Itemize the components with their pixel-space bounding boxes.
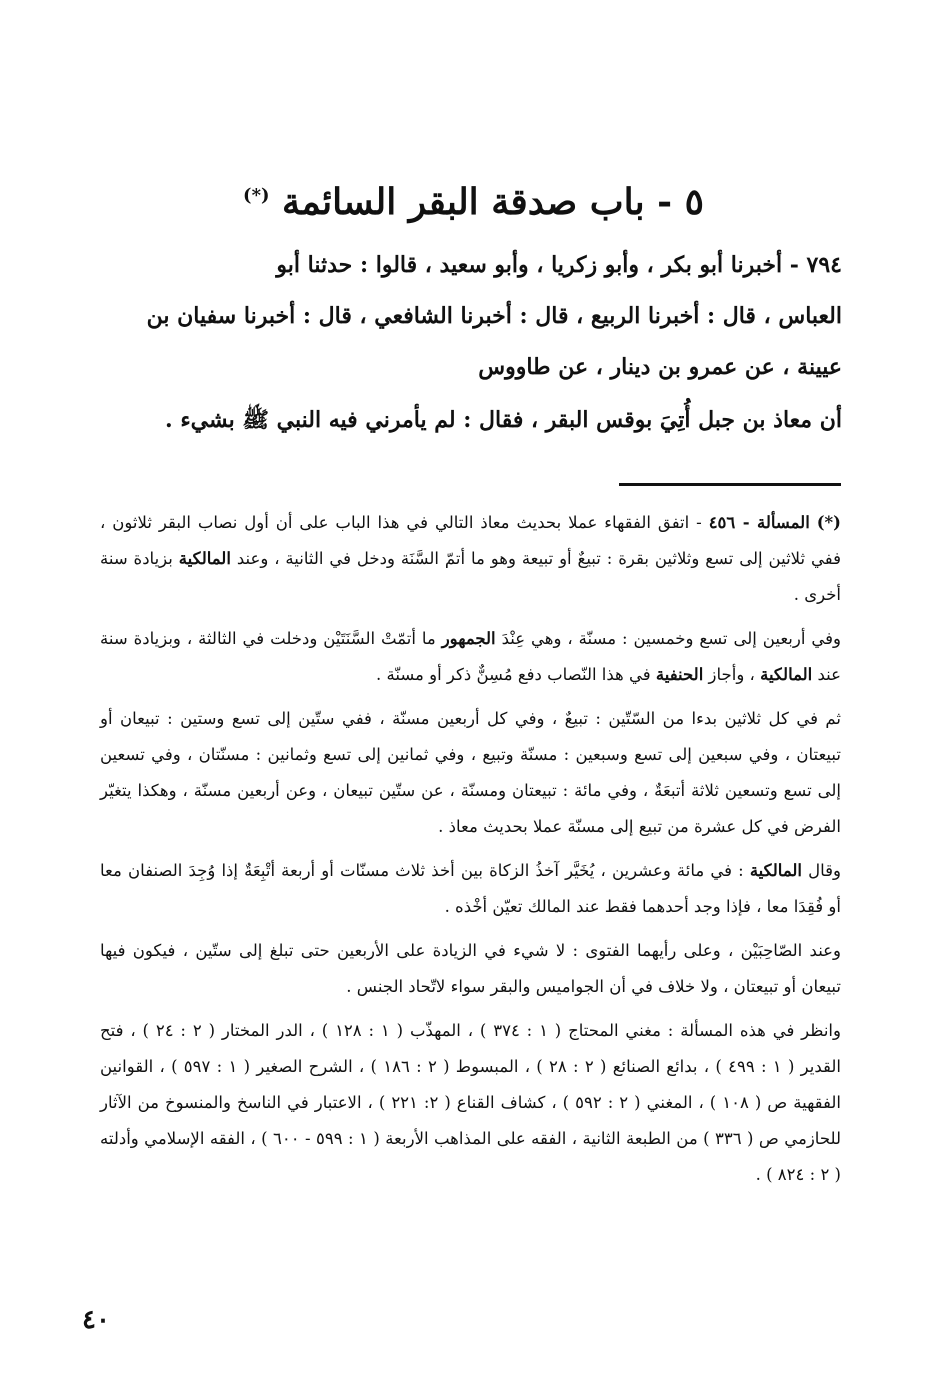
footnote-term-maliki: المالكية [749, 861, 802, 880]
hadith-isnad-line-3: عيينة ، عن عمرو بن دينار ، عن طاووس [478, 354, 842, 380]
footnote-paragraph-3: ثم في كل ثلاثين بدءا من السّتّين : تبيعٌ ، وفي كل أربعين مسنّة ، ففي ستّين إلى تسع وستين : تبيعان أو تبيعتان ، وفي سبعين إلى تسع وسبعين : مسنّة وتبيع ، وفي ثمانين إلى تسع وثمانين : مسنّتان ، وفي تسعين إلى تسع وتسعين ثلاثة أتبعَةٌ ، وفي مائة : تبيعتان ومسنّة ، عن ستّين تبيعان ، وعن أربعين مسنّة ، وهكذا يتغيّر الفرض في كل عشرة من تبيع إلى مسنّة عملا بحديث معاذ . [100, 709, 841, 836]
footnote-mark: (*) [816, 513, 841, 532]
footnote-text: وفي أربعين إلى تسع وخمسين : مسنّة ، وهي عِنْدَ [495, 629, 841, 648]
hadith-isnad-line-2: العباس ، قال : أخبرنا الربيع ، قال : أخبرنا الشافعي ، قال : أخبرنا سفيان بن [146, 303, 842, 329]
chapter-title-text: ٥ - باب صدقة البقر السائمة [282, 181, 704, 223]
footnote-paragraph-2 [100, 621, 841, 693]
footnote-text: - اتفق الفقهاء عملا بحديث معاذ التالي في هذا الباب على أن أول نصاب البقر ثلاثون ، ففي ثلاثين إلى تسع وثلاثين بقرة : تبيعٌ أو تبيعة وهو ما أتمّ السَّنَة ودخل في الثانية ، وعند [100, 513, 842, 568]
footnote-term-maliki: المالكية [760, 665, 813, 684]
footnote-term-jumhur: الجمهور [441, 629, 496, 648]
footnote-lead: المسألة - ٤٥٦ [708, 513, 810, 532]
page-number: ٤٠ [82, 1305, 110, 1335]
footnote-term-maliki: المالكية [178, 549, 231, 568]
footnote-text: ما أتمّتْ السَّنَتَيْن ودخلت في الثالثة ، وبزيادة سنة عند [100, 629, 841, 684]
footnote-paragraph-1 [100, 505, 841, 613]
footnote-paragraph-4 [100, 853, 841, 925]
hadith-matn: أن معاذ بن جبل أُتِيَ بوقس البقر ، فقال : لم يأمرني فيه النبي ﷺ بشيء . [165, 407, 842, 433]
footnote-sources: وانظر في هذه المسألة : مغني المحتاج ( ١ : ٣٧٤ ) ، المهذّب ( ١ : ١٢٨ ) ، الدر المختار ( ٢ : ٢٤ ) ، فتح القدير ( ١ : ٤٩٩ ) ، بدائع الصنائع ( ٢ : ٢٨ ) ، المبسوط ( ٢ : ١٨٦ ) ، الشرح الصغير ( ١ : ٥٩٧ ) ، القوانين الفقهية ص ( ١٠٨ ) ، المغني ( ٢ : ٥٩٢ ) ، كشاف القناع ( ٢: ٢٢١ ) ، الاعتبار في الناسخ والمنسوخ من الآثار للحازمي ص ( ٣٣٦ ) من الطبعة الثانية ، الفقه على المذاهب الأربعة ( ١ : ٥٩٩ - ٦٠٠ ) ، الفقه الإسلامي وأدلته ( ٢ : ٨٢٤ ) . [100, 1021, 841, 1184]
hadith-block [100, 240, 842, 446]
footnote-paragraph-5: وعند الصّاحِبَيْن ، وعلى رأيهما الفتوى : لا شيء في الزيادة على الأربعين حتى تبلغ إلى ستّين ، فيكون فيها تبيعان أو تبيعتان ، ولا خلاف في أن الجواميس والبقر سواء لاتّحاد الجنس . [100, 941, 841, 996]
footnote-divider [619, 483, 841, 486]
hadith-isnad-line-1: ٧٩٤ - أخبرنا أبو بكر ، وأبو زكريا ، وأبو سعيد ، قالوا : حدثنا أبو [276, 252, 842, 278]
footnote-text: : في مائة وعشرين ، يُخَيَّر آخذُ الزكاة بين أخذ ثلاث مسنّات أو أربعة أتْبِعَةٌ إذا وُجِدَ الصنفان معا أو فُقِدَا معا ، فإذا وجد أحدهما فقط عند المالك تعيّن أخْذه . [100, 861, 841, 916]
chapter-title [100, 166, 847, 232]
footnote-term-hanafi: الحنفية [655, 665, 704, 684]
footnotes-block [100, 505, 841, 1201]
footnote-text: في هذا النّصاب دفع مُسِنٌّ ذكر أو مسنّة . [376, 665, 656, 684]
footnote-text: ، وأجاز [703, 665, 761, 684]
footnote-text: بزيادة سنة أخرى . [100, 549, 841, 604]
footnote-text: وقال [801, 861, 841, 880]
chapter-footnote-mark: (*) [243, 185, 270, 206]
